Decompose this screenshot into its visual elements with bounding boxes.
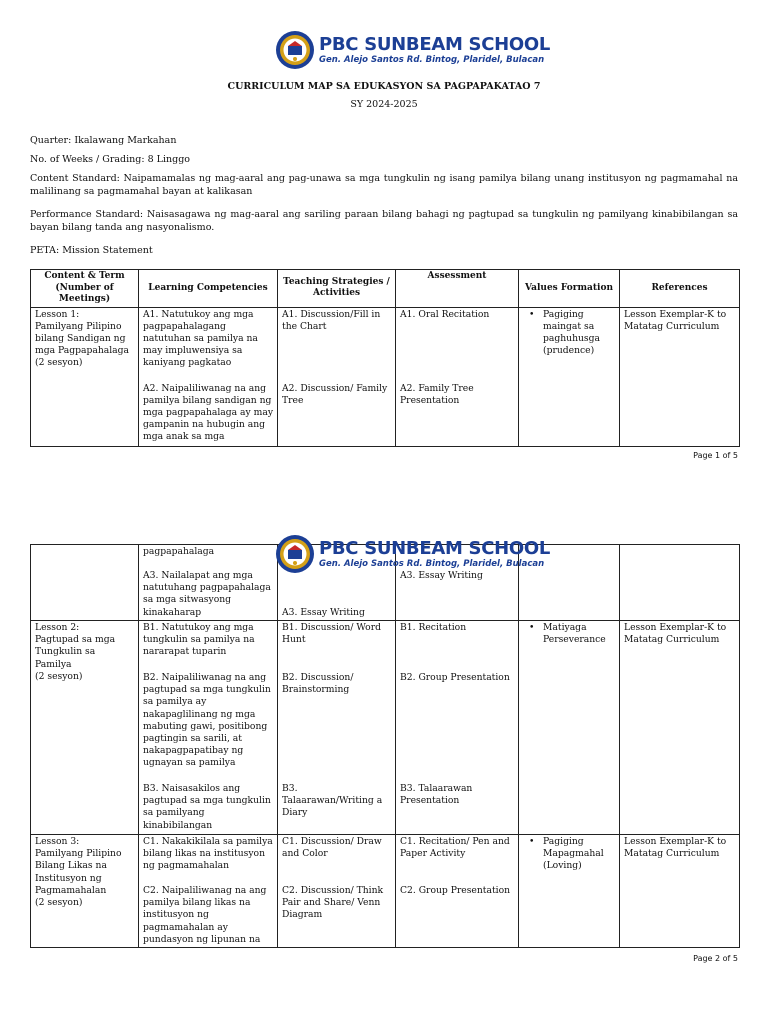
assessment-a3: A3. Essay Writing [400, 570, 483, 581]
competency-a3: A3. Nailalapat ang mga natutuhang pagpapahalaga sa mga sitwasyong kinakaharap [143, 570, 271, 618]
school-year: SY 2024-2025 [350, 99, 418, 110]
header-assessment: Assessment [396, 270, 519, 308]
header-references: References [620, 270, 740, 308]
bullet-icon: • [529, 308, 535, 320]
competency-a2: A2. Naipaliliwanag na ang pamilya bilang sandigan ng mga pagpapahalaga ay may gampanin na hubugin ang mga anak sa mga [143, 382, 274, 443]
page-2 [0, 510, 768, 1024]
page-number: Page 1 of 5 [693, 451, 738, 460]
header-values-formation: Values Formation [519, 270, 620, 308]
school-logo-overlay [275, 534, 550, 574]
competency-b2: B2. Naipaliliwanag na ang pagtupad sa mga tungkulin sa pamilya ay nakapaglilinang ng mga mabuting gawi, positibong pagtingin sa sarili, at nakapagpapatibay ng ugnayan sa pamilya [143, 672, 271, 769]
table-row [31, 835, 740, 948]
school-address: Gen. Alejo Santos Rd. Bintog, Plaridel, Bulacan [319, 559, 545, 569]
references-cell: Lesson Exemplar-K to Matatag Curriculum [620, 307, 740, 447]
school-name: PBC SUNBEAM SCHOOL [319, 538, 551, 559]
lesson-cell: Lesson 1: Pamilyang Pilipino bilang Sandigan ng mga Pagpapahalaga (2 sesyon) [31, 307, 139, 447]
header-content-term: Content & Term (Number of Meetings) [31, 270, 139, 308]
values-cell [519, 307, 620, 447]
strategy-c1: C1. Discussion/ Draw and Color [282, 836, 382, 860]
page-gap [0, 470, 768, 510]
header-teaching-strategies: Teaching Strategies / Activities [278, 270, 396, 308]
lesson-cell [31, 545, 139, 621]
values-cell [519, 621, 620, 835]
value-item: Pagiging maingat sa paghuhusga (prudence) [543, 308, 600, 357]
values-cell [519, 835, 620, 948]
peta-line: PETA: Mission Statement [30, 245, 153, 256]
page-number: Page 2 of 5 [693, 954, 738, 963]
weeks-line: No. of Weeks / Grading: 8 Linggo [30, 154, 191, 165]
references-cell: Lesson Exemplar-K to Matatag Curriculum [620, 835, 740, 948]
strategy-b2: B2. Discussion/ Brainstorming [282, 672, 354, 696]
assessment-b3: B3. Talaarawan Presentation [400, 783, 473, 807]
school-name: PBC SUNBEAM SCHOOL [319, 34, 551, 55]
strategies-cell [278, 621, 396, 835]
content-standard: Content Standard: Naipamamalas ng mag-aaral ang pag-unawa sa mga tungkulin ng isang pamilya bilang unang institusyon ng pagmamahal na malilinang sa pagmamahal bayan at kalikasan [30, 173, 738, 197]
page-1 [0, 0, 768, 470]
curriculum-table-page-1 [30, 269, 740, 447]
table-header-row [31, 270, 740, 308]
curriculum-table-page-2 [30, 544, 740, 948]
school-seal-icon [275, 534, 315, 574]
strategy-b3: B3. Talaarawan/Writing a Diary [282, 783, 383, 819]
competency-b1: B1. Natutukoy ang mga tungkulin sa pamilya na nararapat tuparin [143, 622, 255, 658]
strategy-b1: B1. Discussion/ Word Hunt [282, 622, 381, 646]
lesson-cell: Lesson 3: Pamilyang Pilipino Bilang Likas na Institusyon ng Pagmamahalan (2 sesyon) [31, 835, 139, 948]
strategy-c2: C2. Discussion/ Think Pair and Share/ Venn Diagram [282, 885, 384, 921]
assessment-b2: B2. Group Presentation [400, 672, 510, 683]
references-cell: Lesson Exemplar-K to Matatag Curriculum [620, 621, 740, 835]
bullet-icon: • [529, 836, 535, 847]
quarter-line: Quarter: Ikalawang Markahan [30, 135, 177, 146]
competency-c1: C1. Nakakikilala sa pamilya bilang likas na institusyon ng pagmamahalan [143, 836, 273, 872]
assessment-cell [396, 307, 519, 447]
strategy-a2: A2. Discussion/ Family Tree [282, 382, 388, 406]
strategy-a3: A3. Essay Writing [278, 545, 396, 621]
references-cell [620, 545, 740, 621]
assessment-cell [396, 621, 519, 835]
strategy-a1: A1. Discussion/Fill in the Chart [282, 308, 381, 332]
assessment-c1: C1. Recitation/ Pen and Paper Activity [400, 836, 510, 860]
strategies-cell [278, 835, 396, 948]
bullet-icon: • [529, 622, 535, 633]
competencies-cell [139, 307, 278, 447]
competency-b3: B3. Naisasakilos ang pagtupad sa mga tungkulin sa pamilyang kinabibilangan [143, 783, 271, 831]
assessment-b1: B1. Recitation [400, 622, 467, 633]
document-title: CURRICULUM MAP SA EDUKASYON SA PAGPAPAKATAO 7 [227, 81, 541, 92]
table-row [31, 621, 740, 835]
competency-continued: pagpapahalaga [143, 546, 215, 557]
school-address: Gen. Alejo Santos Rd. Bintog, Plaridel, Bulacan [319, 55, 545, 65]
header-learning-competencies: Learning Competencies [139, 270, 278, 308]
value-item: Pagiging Mapagmahal (Loving) [543, 836, 604, 872]
school-logo [275, 30, 550, 70]
competencies-cell [139, 545, 278, 621]
assessment-a2: A2. Family Tree Presentation [400, 382, 474, 406]
table-row [31, 307, 740, 447]
competencies-cell [139, 621, 278, 835]
strategies-cell [278, 307, 396, 447]
school-seal-icon [275, 30, 315, 70]
lesson-cell: Lesson 2: Pagtupad sa mga Tungkulin sa Pamilya (2 sesyon) [31, 621, 139, 835]
assessment-a1: A1. Oral Recitation [400, 308, 490, 320]
competencies-cell [139, 835, 278, 948]
performance-standard: Performance Standard: Naisasagawa ng mag-aaral ang sariling paraan bilang bahagi ng pagtupad sa tungkulin ng pamilyang kinabibilangan sa bayan bilang tanda ang nasyonalismo. [30, 209, 738, 233]
value-item: Matiyaga Perseverance [543, 622, 606, 646]
assessment-c2: C2. Group Presentation [400, 885, 511, 896]
competency-c2: C2. Naipaliliwanag na ang pamilya bilang likas na institusyon ng pagmamahalan ay pundasyon ng lipunan na [143, 885, 267, 945]
assessment-cell [396, 835, 519, 948]
competency-a1: A1. Natutukoy ang mga pagpapahalagang natutuhan sa pamilya na may impluwensiya sa kaniyang pagkatao [143, 308, 258, 369]
